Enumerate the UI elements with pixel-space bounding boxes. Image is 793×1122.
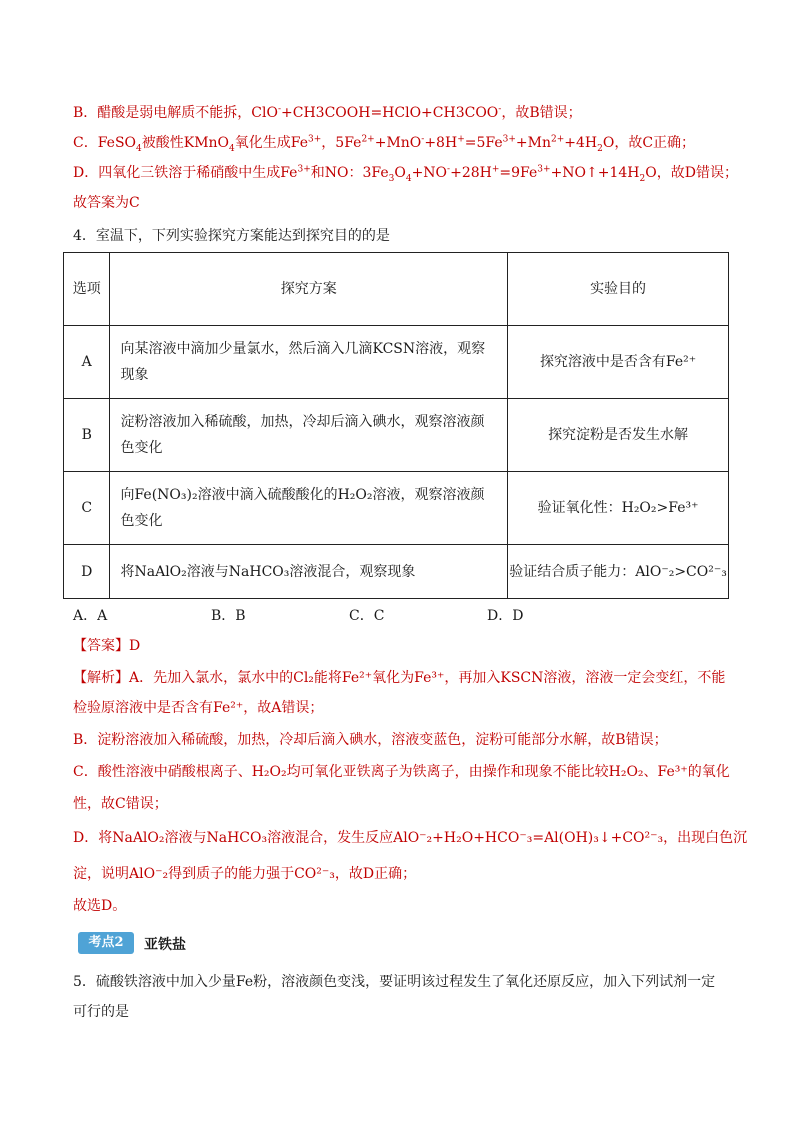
- row-scheme: 淀粉溶液加入稀硫酸，加热，冷却后滴入碘水，观察溶液颜色变化: [110, 399, 508, 472]
- q5-stem-line: 可行的是: [73, 1004, 129, 1020]
- analysis-line: B．淀粉溶液加入稀硫酸，加热，冷却后滴入碘水，溶液变蓝色，淀粉可能部分水解，故B错误；: [73, 732, 668, 748]
- key-point-title: 亚铁盐: [144, 937, 186, 953]
- q4-answer: 【答案】D: [73, 638, 141, 654]
- analysis-line: D．将NaAlO₂溶液与NaHCO₃溶液混合，发生反应AlO⁻₂+H₂O+HCO⁻₃=Al(OH)₃↓+CO²⁻₃，出现白色沉: [73, 830, 748, 846]
- analysis-line: 性，故C错误；: [73, 796, 168, 812]
- header-option: 选项: [64, 253, 110, 326]
- prev-explain-d: D．四氧化三铁溶于稀硝酸中生成$Fe^{3+}$和NO：$3Fe_3O_4+NO^-+28H^+=9Fe^{3+}+NO↑+14H_2O$，故D错误；: [73, 164, 738, 184]
- prev-answer: 故答案为C: [73, 195, 140, 211]
- row-option: A: [64, 326, 110, 399]
- q5-stem-line: 5．硫酸铁溶液中加入少量Fe粉，溶液颜色变浅，要证明该过程发生了氧化还原反应，加入下列试剂一定: [73, 974, 716, 990]
- q4-stem: 4．室温下，下列实验探究方案能达到探究目的的是: [73, 228, 390, 244]
- row-scheme: 向某溶液中滴加少量氯水，然后滴入几滴KCSN溶液，观察现象: [110, 326, 508, 399]
- header-purpose: 实验目的: [508, 253, 729, 326]
- key-point-badge: 考点2: [78, 932, 134, 954]
- row-purpose: 验证氧化性：H₂O₂>Fe³⁺: [508, 472, 729, 545]
- analysis-line: 故选D。: [73, 898, 127, 914]
- prev-explain-c: C．FeSO$_4$被酸性KMnO$_4$氧化生成$Fe^{3+}$，$5Fe^{2+}+MnO^-+8H^+=5Fe^{3+}+Mn^{2+}+4H_2O$，故C正确；: [73, 134, 696, 154]
- analysis-line: 【解析】A．先加入氯水，氯水中的Cl₂能将Fe²⁺氧化为Fe³⁺，再加入KSCN溶液，溶液一定会变红，不能: [73, 670, 726, 686]
- row-option: C: [64, 472, 110, 545]
- row-option: B: [64, 399, 110, 472]
- analysis-line: C．酸性溶液中硝酸根离子、H₂O₂均可氧化亚铁离子为铁离子，由操作和现象不能比较H₂O₂、Fe³⁺的氧化: [73, 764, 730, 780]
- prev-explain-b: B．醋酸是弱电解质不能拆，ClO-+CH3COOH=HClO+CH3COO-，故B错误；: [73, 104, 582, 121]
- option-a: A．A: [73, 608, 108, 624]
- row-scheme: 向Fe(NO₃)₂溶液中滴入硫酸酸化的H₂O₂溶液，观察溶液颜色变化: [110, 472, 508, 545]
- option-d: D．D: [487, 608, 524, 624]
- row-option: D: [64, 545, 110, 599]
- table-row: [64, 399, 729, 472]
- analysis-line: 检验原溶液中是否含有Fe²⁺，故A错误；: [73, 700, 324, 716]
- option-b: B．B: [211, 608, 246, 624]
- table-header-row: [64, 253, 729, 326]
- table-row: [64, 326, 729, 399]
- row-scheme: 将NaAlO₂溶液与NaHCO₃溶液混合，观察现象: [110, 545, 508, 599]
- table-row: [64, 545, 729, 599]
- row-purpose: 验证结合质子能力：AlO⁻₂>CO²⁻₃: [508, 545, 729, 599]
- q4-table: [63, 252, 729, 599]
- row-purpose: 探究淀粉是否发生水解: [508, 399, 729, 472]
- analysis-line: 淀，说明AlO⁻₂得到质子的能力强于CO²⁻₃，故D正确；: [73, 866, 417, 882]
- table-row: [64, 472, 729, 545]
- option-c: C．C: [349, 608, 385, 624]
- header-scheme: 探究方案: [110, 253, 508, 326]
- row-purpose: 探究溶液中是否含有Fe²⁺: [508, 326, 729, 399]
